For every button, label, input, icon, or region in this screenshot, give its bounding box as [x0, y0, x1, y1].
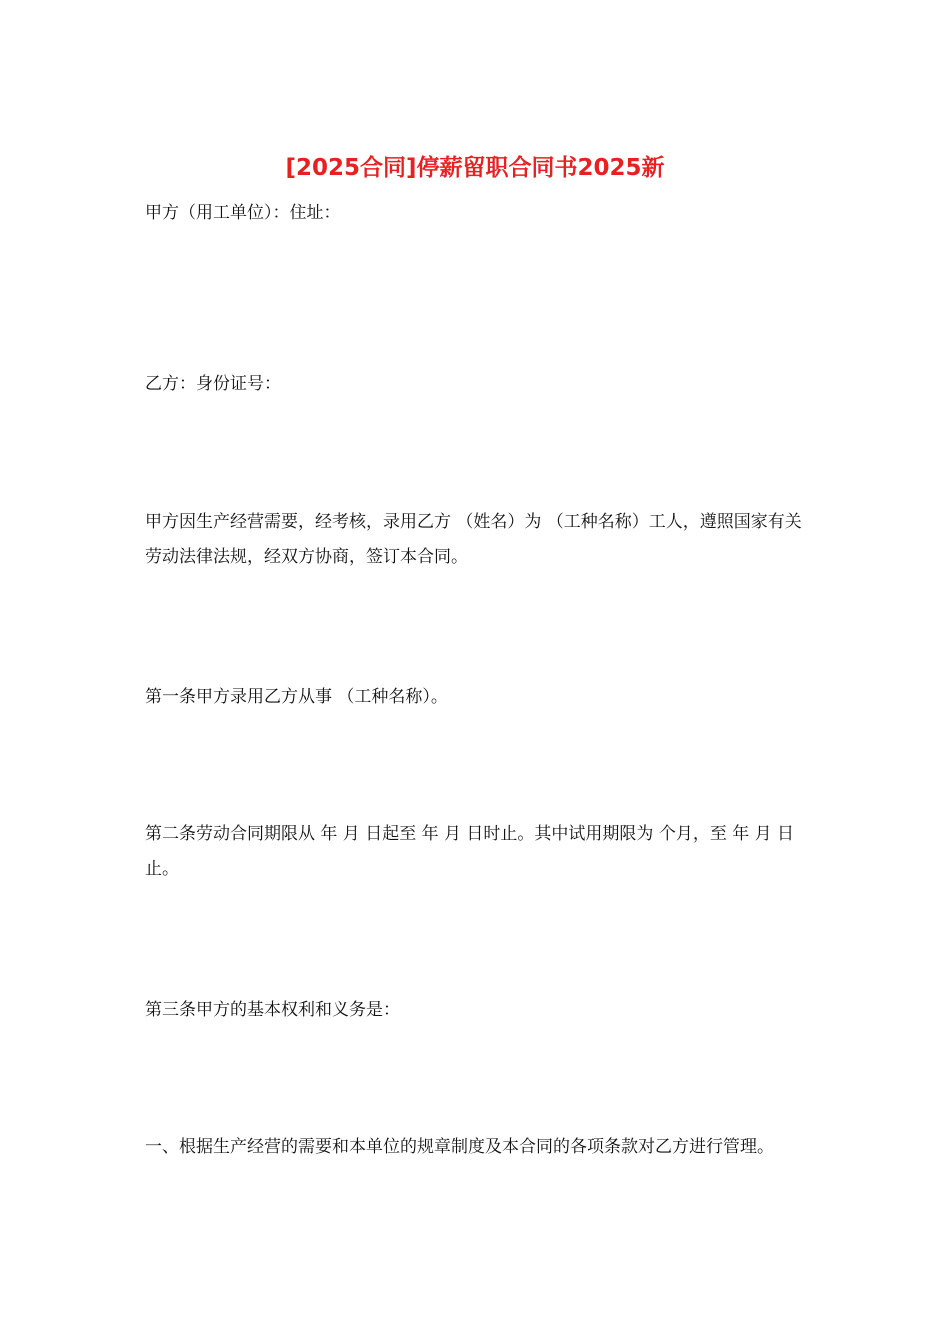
article-3-paragraph: 第三条甲方的基本权利和义务是： — [145, 1000, 400, 1020]
party-a-line: 甲方（用工单位）：住址： — [145, 203, 341, 223]
preamble-paragraph: 甲方因生产经营需要，经考核，录用乙方 （姓名）为 （工种名称）工人，遵照国家有关劳动法律法规，经双方协商，签订本合同。 — [145, 512, 802, 567]
article-1-paragraph: 第一条甲方录用乙方从事 （工种名称）。 — [145, 687, 448, 707]
clause-1-paragraph: 一、根据生产经营的需要和本单位的规章制度及本合同的各项条款对乙方进行管理。 — [145, 1137, 774, 1157]
party-b-line: 乙方：身份证号： — [145, 374, 281, 394]
document-title: [2025合同]停薪留职合同书2025新 — [285, 155, 665, 181]
article-2-paragraph: 第二条劳动合同期限从 年 月 日起至 年 月 日时止。其中试用期限为 个月，至 年 月 日止。 — [145, 824, 795, 879]
